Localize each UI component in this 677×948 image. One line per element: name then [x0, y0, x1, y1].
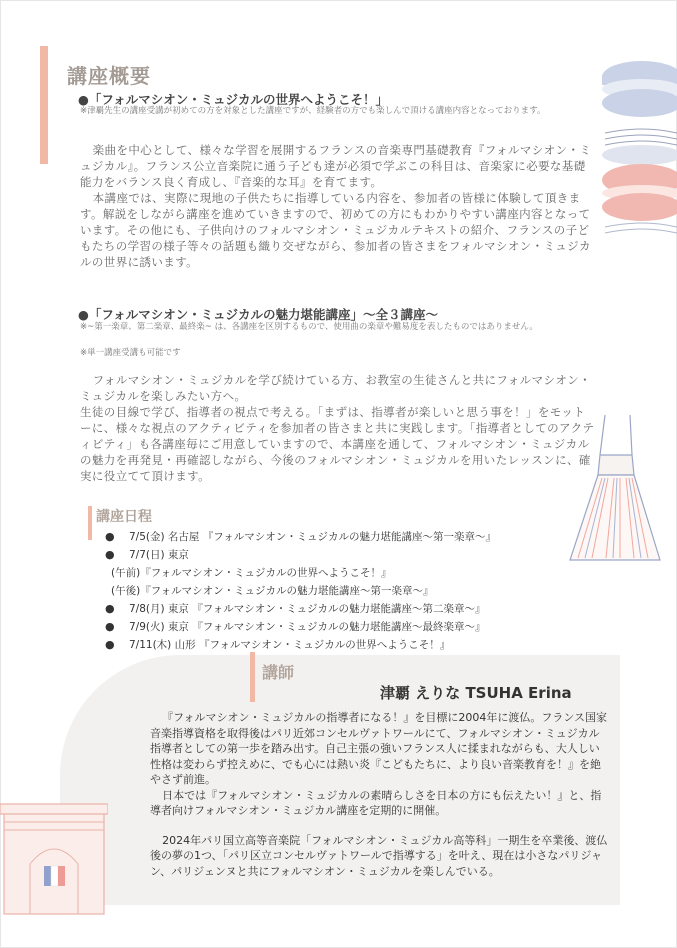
teacher-title: 講師	[262, 663, 295, 682]
dress-illustration	[560, 410, 670, 570]
schedule-accent-bar	[88, 506, 92, 540]
course1-para2: 本講座では、実際に現地の子供たちに指導している内容を、参加者の皆様に体験して頂きます。解説をしながら講座を進めていきますので、初めての方にもわかりやすい講座内容となっています。その他にも、子供向けのフォルマシオン・ミュジカルテキストの紹介、フランスの子どもたちの学習の様子等々の話題も織り交ぜながら、参加者の皆さまをフォルマシオン・ミュジカルの世界に誘います。	[80, 191, 591, 269]
teacher-bio-2: 日本では『フォルマシオン・ミュジカルの素晴らしさを日本の方にも伝えたい！』と、指導者向けフォルマシオン・ミュジカル講座を定期的に開催。	[150, 788, 602, 817]
teacher-bio-1: 『フォルマシオン・ミュジカルの指導者になる！』を目標に2004年に渡仏。フランス国家音楽指導資格を取得後はパリ近郊コンセルヴァトワールにて、フォルマシオン・ミュジカル指導者としての第一歩を踏み出す。自己主張の強いフランス人に揉まれながらも、大人しい性格は変わらず控えめに、でも心には熱い炎『こどもたちに、より良い音楽教育を！』を絶やさず前進。	[150, 711, 607, 786]
section-title: 講座概要	[67, 64, 151, 88]
schedule-title: 講座日程	[96, 509, 152, 525]
teacher-accent-bar	[250, 652, 255, 702]
main-accent-bar	[40, 46, 48, 164]
schedule-row: ● 7/11(木) 山形 『フォルマシオン・ミュジカルの世界へようこそ！』	[105, 638, 451, 651]
course2-note2: ※単一講座受講も可能です	[80, 348, 181, 358]
schedule-row: (午後)『フォルマシオン・ミュジカルの魅力堪能講座～第一楽章～』	[111, 585, 434, 597]
teacher-bio	[150, 710, 608, 879]
course2-body	[80, 372, 597, 484]
teacher-bio-3: 2024年パリ国立高等音楽院「フォルマシオン・ミュジカル高等科」一期生を卒業後、渡仏後の夢の1つ、「パリ区立コンセルヴァトワールで指導する」を叶え、現在は小さなパリジャン、パリジェンヌと共にフォルマシオン・ミュジカルを楽しんでいる。	[150, 833, 608, 878]
macaron-illustration	[597, 55, 677, 245]
schedule-row: ● 7/9(火) 東京 『フォルマシオン・ミュジカルの魅力堪能講座～最終楽章～』	[105, 620, 486, 633]
course1-para1: 楽曲を中心として、様々な学習を展開するフランスの音楽専門基礎教育『フォルマシオン・ミュジカル』。フランス公立音楽院に通う子ども達が必須で学ぶこの科目は、音楽家に必要な基礎能力をバランス良く育成し、『音楽的な耳』を育てます。	[80, 143, 592, 189]
course2-para1: フォルマシオン・ミュジカルを学び続けている方、お教室の生徒さんと共にフォルマシオン・ミュジカルを楽しみたい方へ。	[80, 373, 592, 403]
schedule-row: ● 7/8(月) 東京 『フォルマシオン・ミュジカルの魅力堪能講座～第二楽章～』	[105, 602, 486, 615]
course1-title: ●「フォルマシオン・ミュジカルの世界へようこそ！」	[78, 92, 389, 107]
course2-para2: 生徒の目線で学び、指導者の視点で考える。「まずは、指導者が楽しいと思う事を！」をモットーに、様々な視点のアクティビティを参加者の皆さまと共に実践します。「指導者としてのアクティビティ」も各講座毎にご用意していますので、本講座を通して、フォルマシオン・ミュジカルの魅力を再発見・再確認しながら、今後のフォルマシオン・ミュジカルを用いたレッスンに、確実に役立てて頂けます。	[80, 405, 595, 483]
schedule-row: ● 7/5(金) 名古屋 『フォルマシオン・ミュジカルの魅力堪能講座～第一楽章～』	[105, 530, 497, 543]
schedule-row: ● 7/7(日) 東京	[105, 548, 189, 561]
course1-body	[80, 142, 597, 270]
course2-title: ●「フォルマシオン・ミュジカルの魅力堪能講座」～全３講座～	[78, 307, 439, 322]
teacher-name: 津覇 えりな TSUHA Erina	[380, 684, 572, 702]
course2-note1: ※~第一楽章、第二楽章、最終楽~ は、各講座を区別するもので、使用曲の楽章や難易度を表したものではありません。	[80, 322, 538, 332]
arc-de-triomphe-illustration	[0, 800, 108, 920]
course1-note: ※津覇先生の講座受講が初めての方を対象とした講座ですが、経験者の方でも楽しんで頂ける講座内容となっております。	[80, 106, 546, 116]
schedule-list	[105, 528, 605, 654]
schedule-row: (午前)『フォルマシオン・ミュジカルの世界へようこそ！』	[111, 567, 392, 579]
